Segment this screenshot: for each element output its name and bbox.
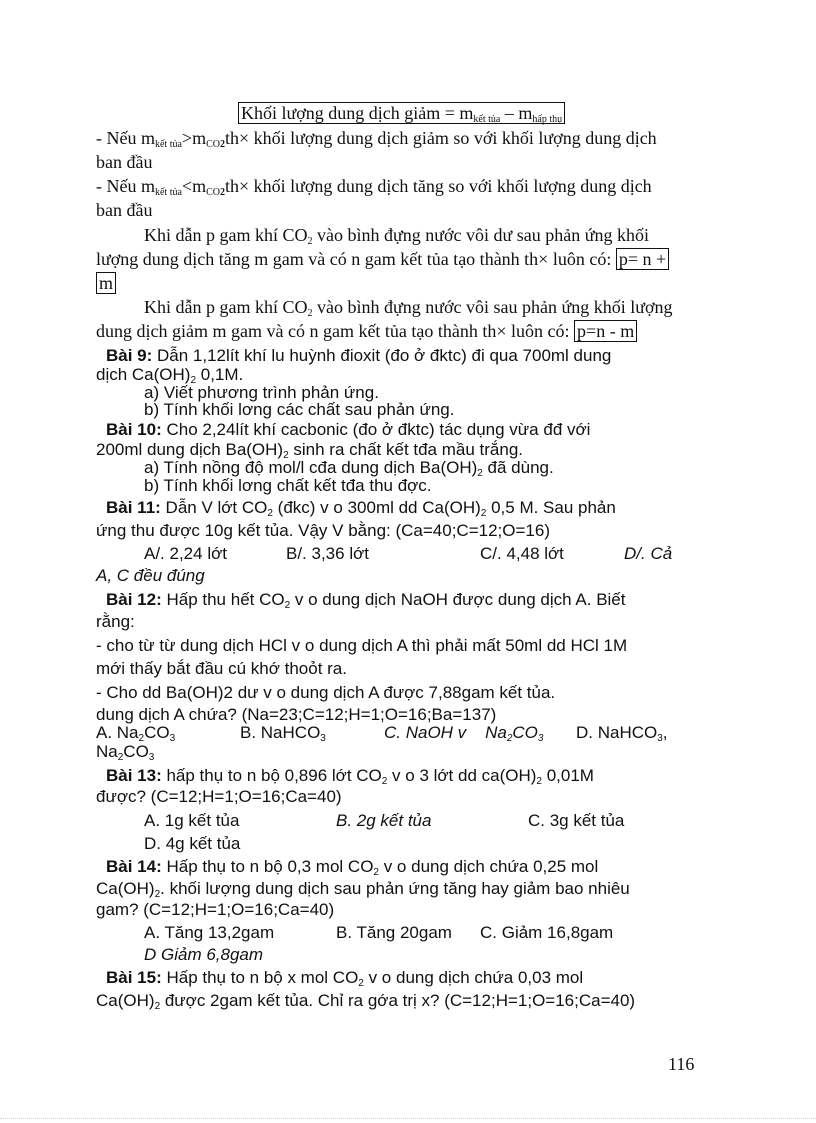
exercise-11-option-b: B/. 3,36 lớt	[286, 544, 369, 563]
exercise-11-line-1: Bài 11: Dẫn V lớt $CO_2$ (đkc) v o 300ml dd $Ca(OH)_2$ 0,5 M. Sau phản	[106, 498, 616, 519]
page-number: 116	[668, 1054, 695, 1074]
exercise-9-line-1: Bài 9: Dẫn 1,12lít khí lu huỳnh đioxit (đo ở đktc) đi qua 700ml dung	[106, 346, 612, 365]
exercise-13-option-b: B. 2g kết tủa	[336, 811, 432, 830]
formula-box-1-cont: m	[96, 272, 116, 294]
exercise-10-line-2: 200ml dung dịch $Ba(OH)_2$ sinh ra chất kết tđa mầu trắng.	[96, 440, 524, 461]
exercise-14-line-2: $Ca(OH)_2$. khối lượng dung dịch sau phản ứng tăng hay giảm bao nhiêu	[96, 879, 630, 900]
paragraph-1-line-1: Khi dẫn p gam khí $CO_2$ vào bình đựng nước vôi dư sau phản ứng khối	[144, 225, 650, 247]
paragraph-2-line-2: dung dịch giảm m gam và có n gam kết tủa tạo thành th× luôn có: p=n - m	[96, 321, 637, 342]
page-bottom-divider	[0, 1118, 816, 1119]
exercise-14-option-d: D Giảm 6,8gam	[144, 945, 264, 964]
exercise-15-line-1: Bài 15: Hấp thụ to n bộ x mol $CO_2$ v o dung dịch chứa 0,03 mol	[106, 968, 584, 989]
exercise-14-option-a: A. Tăng 13,2gam	[144, 923, 275, 942]
exercise-13-option-c: C. 3g kết tủa	[528, 811, 625, 830]
exercise-12-option-d-cont: $Na_2CO_3$	[96, 742, 155, 763]
exercise-12-option-a: A. $Na_2CO_3$	[96, 723, 176, 744]
rule-line-2-cont: ban đầu	[96, 200, 153, 220]
exercise-9-line-2: dịch $Ca(OH)_2$ 0,1M.	[96, 365, 244, 386]
exercise-9-part-b: b) Tính khối lơng các chất sau phản ứng.	[144, 400, 455, 419]
exercise-14-line-1: Bài 14: Hấp thụ to n bộ 0,3 mol $CO_2$ v o dung dịch chứa 0,25 mol	[106, 857, 599, 878]
paragraph-1-line-3	[96, 273, 116, 294]
exercise-9-part-a: a) Viết phương trình phản ứng.	[144, 383, 379, 402]
paragraph-1-line-2: lượng dung dịch tăng m gam và có n gam kết tủa tạo thành th× luôn có: p= n +	[96, 249, 669, 270]
paragraph-2-line-1: Khi dẫn p gam khí $CO_2$ vào bình đựng nước vôi sau phản ứng khối lượng	[144, 297, 673, 319]
exercise-15-line-2: $Ca(OH)_2$ được 2gam kết tủa. Chỉ ra gớa trị x? (C=12;H=1;O=16;Ca=40)	[96, 991, 636, 1012]
exercise-12-line-4: mới thấy bắt đầu cú khớ thoỏt ra.	[96, 659, 347, 678]
exercise-12-option-d: D. NaHCO$_3$,	[576, 723, 668, 744]
rule-line-2: - Nếu $m_{kết tủa}<m_{CO2}th\times$ khối lượng dung dịch tăng so với khối lượng dung dịch	[96, 176, 652, 198]
exercise-12-line-1: Bài 12: Hấp thu hết $CO_2$ v o dung dịch NaOH được dung dịch A. Biết	[106, 590, 626, 611]
exercise-11-option-a: A/. 2,24 lớt	[144, 544, 227, 563]
exercise-14-option-b: B. Tăng 20gam	[336, 923, 452, 942]
exercise-11-option-d-cont: A, C đều đúng	[96, 566, 205, 585]
exercise-12-line-5: - Cho dd Ba(OH)2 dư v o dung dịch A được 7,88gam kết tủa.	[96, 683, 556, 702]
exercise-10-part-b: b) Tính khối lơng chất kết tđa thu đợc.	[144, 476, 432, 495]
exercise-12-line-3: - cho từ từ dung dịch HCl v o dung dịch A thì phải mất 50ml dd HCl 1M	[96, 636, 628, 655]
exercise-12-line-6: dung dịch A chứa? (Na=23;C=12;H=1;O=16;Ba=137)	[96, 705, 497, 724]
title-formula: Khối lượng dung dịch giảm = $m_{kết tủa} - m_{hấp thụ}$	[238, 103, 565, 125]
exercise-13-option-d: D. 4g kết tủa	[144, 834, 241, 853]
exercise-12-option-b: B. NaHCO$_3$	[240, 723, 326, 744]
exercise-14-line-3: gam? (C=12;H=1;O=16;Ca=40)	[96, 900, 335, 919]
exercise-10-line-1: Bài 10: Cho 2,24lít khí cacbonic (đo ở đktc) tác dụng vừa đđ với	[106, 420, 591, 439]
exercise-13-line-2: được? (C=12;H=1;O=16;Ca=40)	[96, 787, 342, 806]
exercise-11-option-d: D/. Cả	[624, 544, 673, 563]
exercise-12-option-c: C. NaOH v $Na_2CO_3$	[384, 723, 544, 744]
exercise-10-part-a: a) Tính nồng độ mol/l cđa dung dịch $Ba(OH)_2$ đã dùng.	[144, 458, 554, 479]
exercise-13-option-a: A. 1g kết tủa	[144, 811, 240, 830]
formula-box-1: p= n +	[616, 248, 669, 270]
exercise-12-line-2: rằng:	[96, 612, 135, 631]
exercise-11-line-2: ứng thu được 10g kết tủa. Vậy V bằng: (Ca=40;C=12;O=16)	[96, 521, 550, 540]
exercise-14-option-c: C. Giảm 16,8gam	[480, 923, 614, 942]
exercise-13-line-1: Bài 13: hấp thụ to n bộ 0,896 lớt $CO_2$ v o 3 lớt dd $ca(OH)_2$ 0,01M	[106, 766, 594, 787]
rule-line-1: - Nếu $m_{kết tủa}>m_{CO2}th\times$ khối lượng dung dịch giảm so với khối lượng dung dịch	[96, 128, 657, 150]
rule-line-1-cont: ban đầu	[96, 152, 153, 172]
formula-box-2: p=n - m	[574, 320, 637, 342]
exercise-11-option-c: C/. 4,48 lớt	[480, 544, 564, 563]
